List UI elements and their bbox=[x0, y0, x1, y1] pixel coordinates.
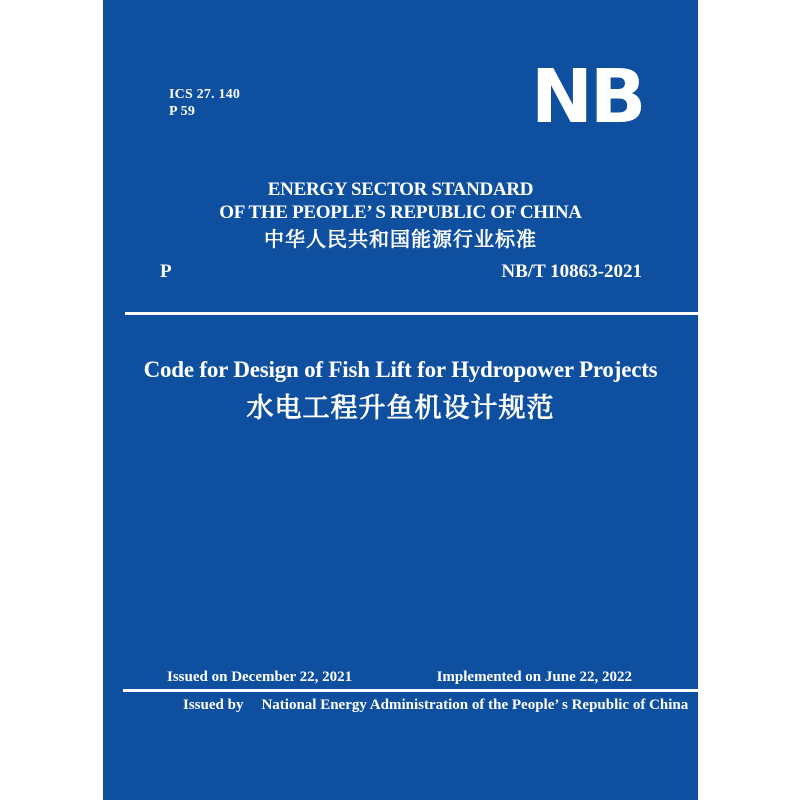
standard-name-en-line1: ENERGY SECTOR STANDARD bbox=[267, 179, 534, 200]
dates-row bbox=[167, 669, 632, 686]
standard-name-zh: 中华人民共和国能源行业标准 bbox=[264, 229, 537, 251]
category-letter: P bbox=[160, 261, 172, 282]
issuer-row bbox=[183, 697, 688, 714]
classification-code: P 59 bbox=[169, 104, 196, 119]
standard-number: NB/T 10863-2021 bbox=[501, 261, 642, 282]
standard-header bbox=[103, 179, 698, 253]
issued-by-label: Issued by bbox=[183, 697, 244, 713]
issued-date: Issued on December 22, 2021 bbox=[167, 669, 353, 685]
nb-logo: NB bbox=[531, 54, 644, 140]
implemented-date: Implemented on June 22, 2022 bbox=[436, 669, 632, 685]
issuing-authority: National Energy Administration of the People’ s Republic of China bbox=[261, 697, 689, 713]
standard-name-en-line2: OF THE PEOPLE’ S REPUBLIC OF CHINA bbox=[219, 202, 582, 223]
divider-line-top bbox=[125, 312, 698, 315]
ics-code: ICS 27. 140 bbox=[169, 87, 241, 102]
cover-background bbox=[103, 0, 698, 800]
divider-line-bottom bbox=[123, 689, 698, 692]
ics-block bbox=[169, 86, 240, 120]
title-chinese: 水电工程升鱼机设计规范 bbox=[246, 393, 555, 423]
code-row bbox=[160, 261, 642, 283]
title-english: Code for Design of Fish Lift for Hydropower Projects bbox=[143, 357, 658, 382]
